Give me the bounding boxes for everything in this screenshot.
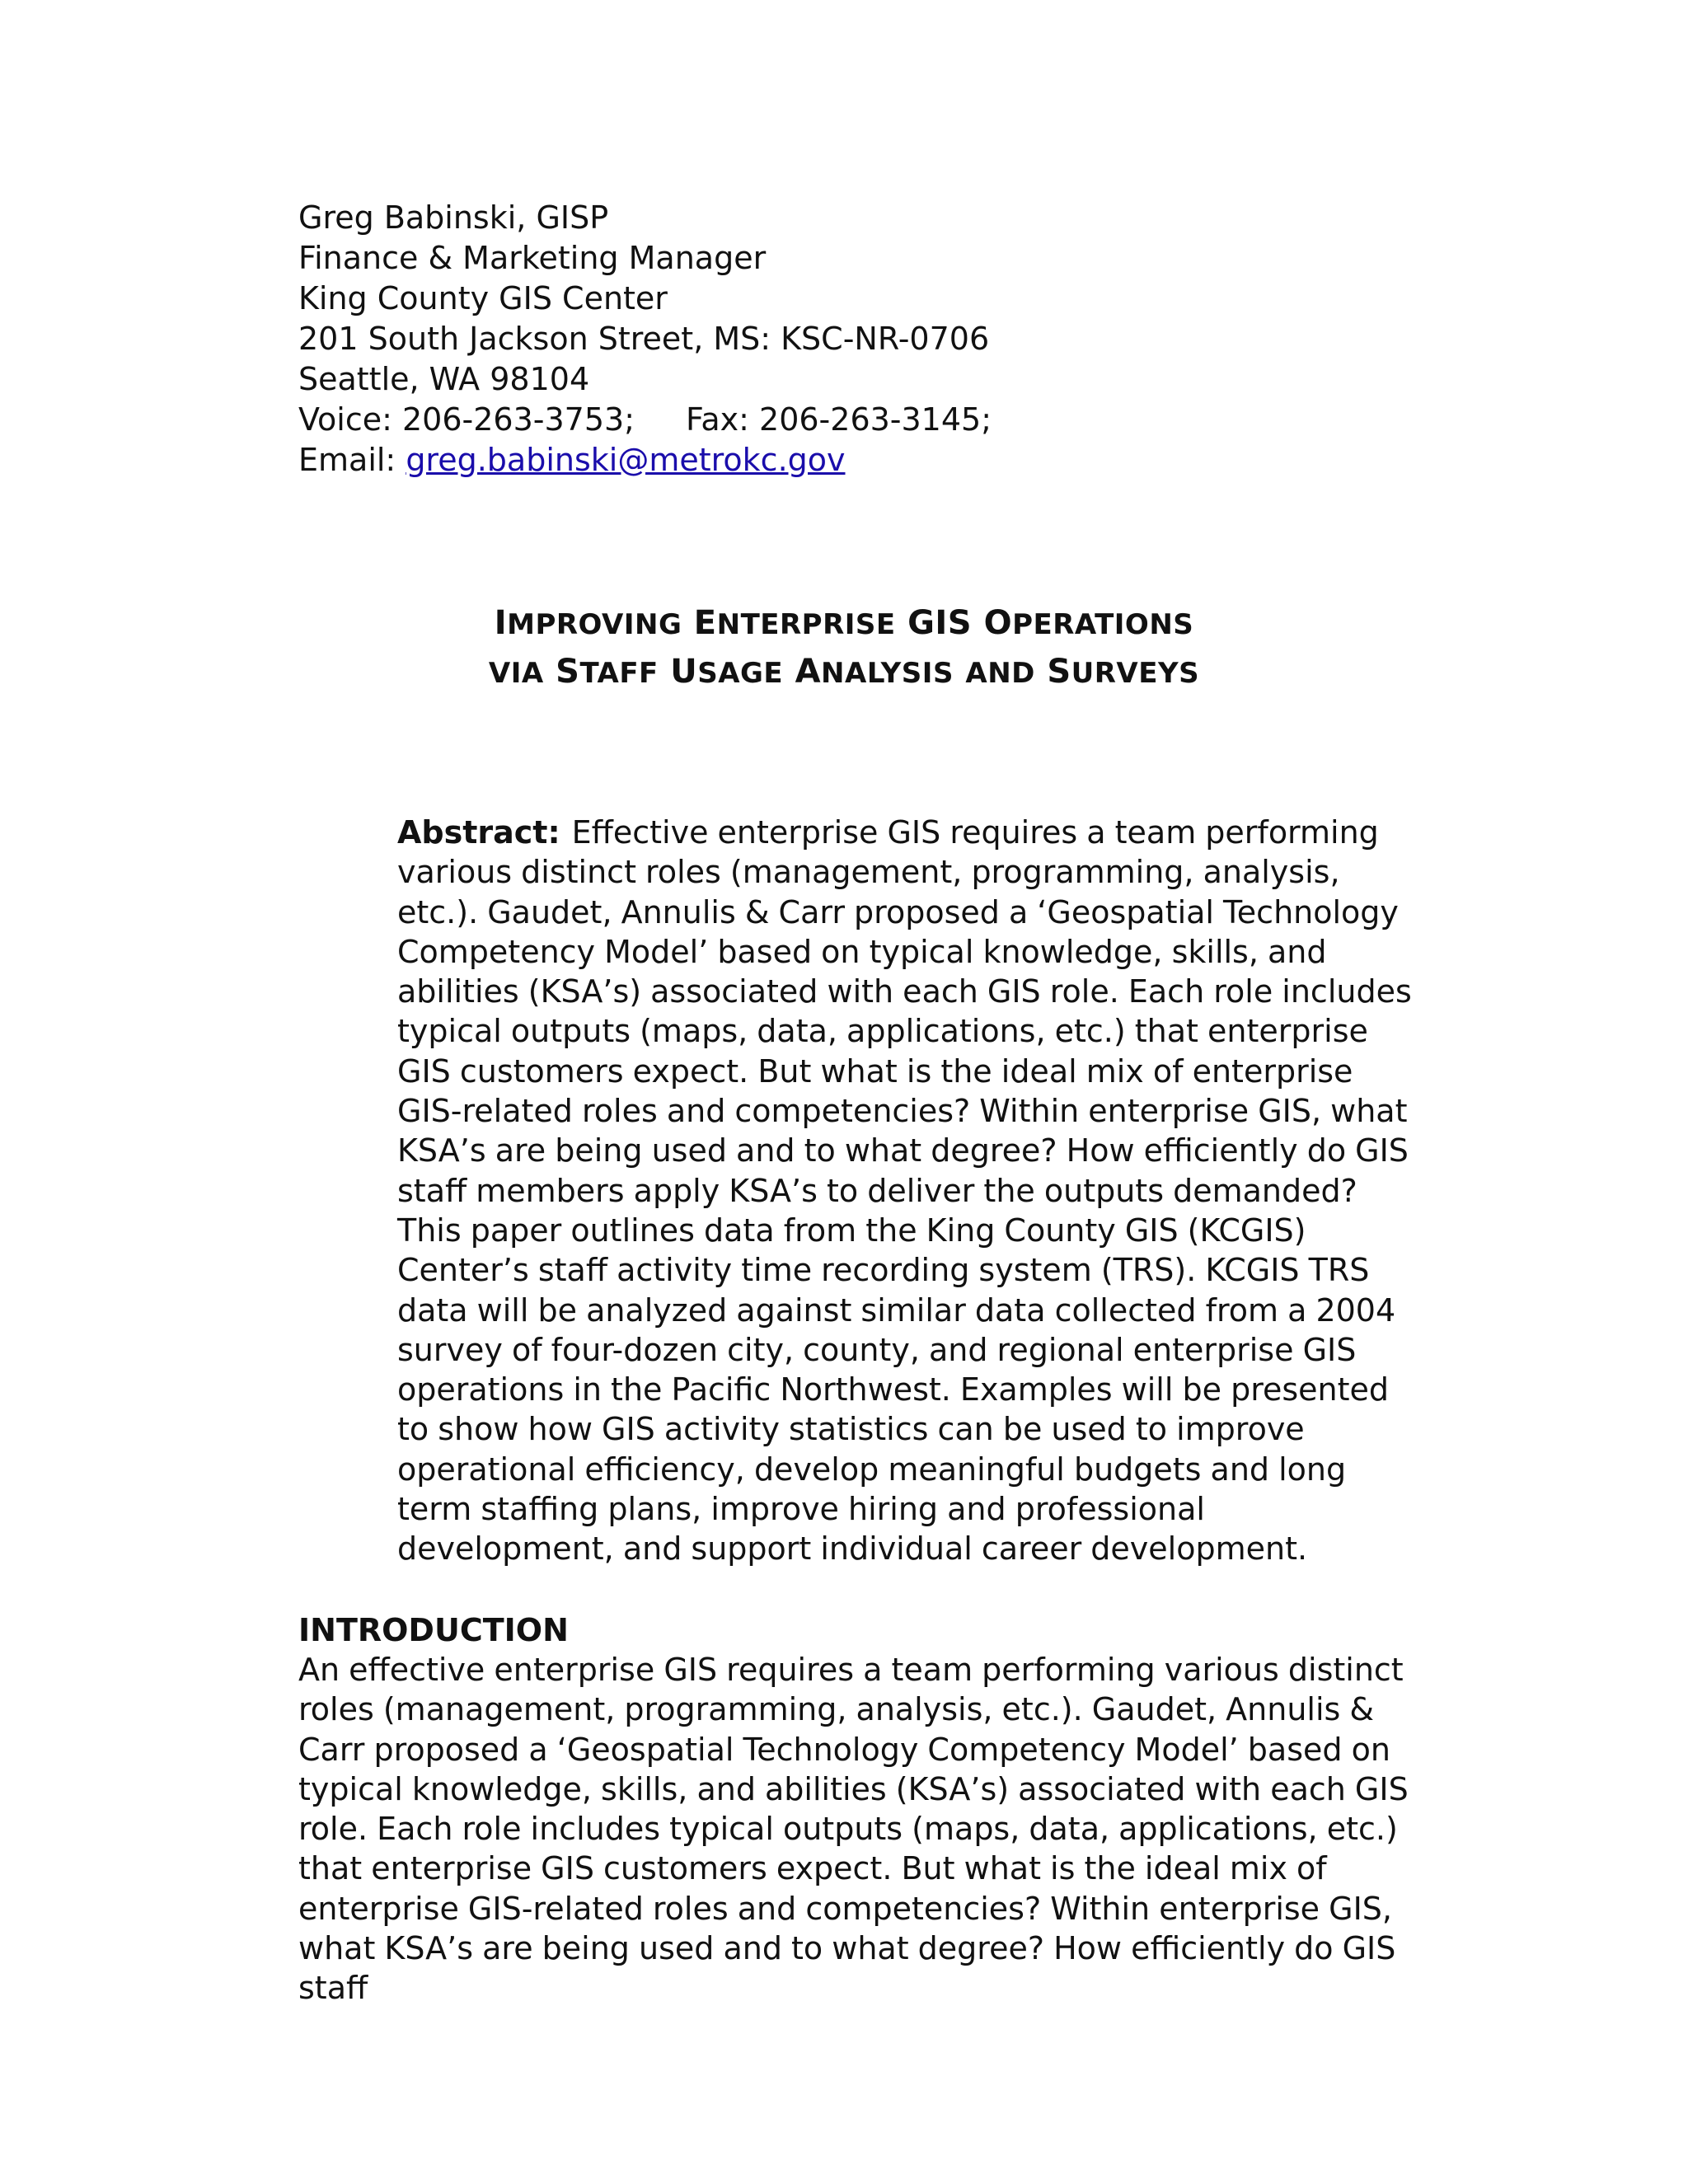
paper-title [0,600,1688,697]
author-organization: King County GIS Center [298,280,668,316]
paper-title-line-2: VIA STAFF USAGE ANALYSIS AND SURVEYS [488,653,1200,691]
abstract-section [397,813,1419,1569]
introduction-heading: INTRODUCTION [298,1612,569,1648]
author-phone-line [298,400,992,440]
author-name: Greg Babinski, GISP [298,199,609,236]
author-email-link[interactable]: greg.babinski@metrokc.gov [406,442,846,478]
author-street: 201 South Jackson Street, MS: KSC-NR-0706 [298,321,990,357]
abstract-text: Effective enterprise GIS requires a team performing various distinct roles (management, programming, analysis, etc.). Gaudet, Annulis & Carr proposed a ‘Geospatial Technology Competency Model’ based on typical knowledge, skills, and abilities (KSA’s) associated with each GIS role. Each role includes typical outputs (maps, data, applications, etc.) that enterprise GIS customers expect. But what is the ideal mix of enterprise GIS-related roles and competencies? Within enterprise GIS, what KSA’s are being used and to what degree? How efficiently do GIS staff members apply KSA’s to deliver the outputs demanded? This paper outlines data from the King County GIS (KCGIS) Center’s staff activity time recording system (TRS). KCGIS TRS data will be analyzed against similar data collected from a 2004 survey of four-dozen city, county, and regional enterprise GIS operations in the Pacific Northwest. Examples will be presented to show how GIS activity statistics can be used to improve operational efficiency, develop meaningful budgets and long term staffing plans, improve hiring and professional development, and support individual career development. [397,814,1412,1568]
paper-title-line-1: IMPROVING ENTERPRISE GIS OPERATIONS [494,604,1194,642]
author-contact-block [298,198,992,480]
author-city: Seattle, WA 98104 [298,361,590,397]
author-fax: Fax: 206-263-3145; [686,401,992,438]
author-position: Finance & Marketing Manager [298,240,767,276]
author-email-line [298,440,992,480]
author-email-label: Email: [298,442,406,478]
introduction-text: An effective enterprise GIS requires a team performing various distinct roles (management, programming, analysis, etc.). Gaudet, Annulis & Carr proposed a ‘Geospatial Technology Competency Model’ based on typical knowledge, skills, and abilities (KSA’s) associated with each GIS role. Each role includes typical outputs (maps, data, applications, etc.) that enterprise GIS customers expect. But what is the ideal mix of enterprise GIS-related roles and competencies? Within enterprise GIS, what KSA’s are being used and to what degree? How efficiently do GIS staff [298,1652,1409,2007]
author-voice: Voice: 206-263-3753; [298,401,635,438]
abstract-label: Abstract: [397,814,560,851]
